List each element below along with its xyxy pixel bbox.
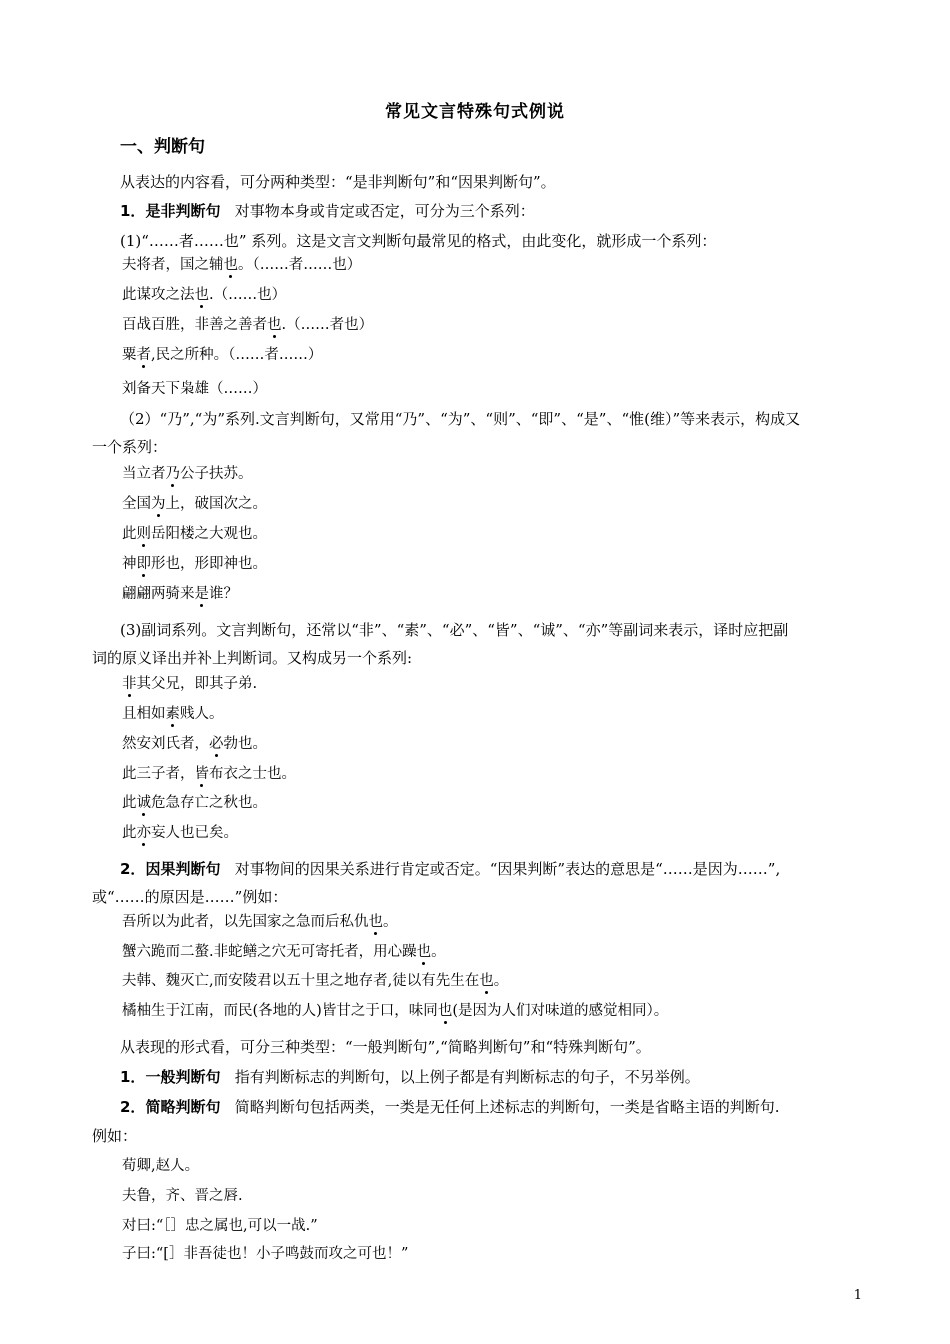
emphasis-char: 也 (267, 317, 282, 333)
paragraph-1 (120, 201, 535, 221)
example-line (122, 764, 296, 784)
example-text: (是因为人们对味道的感觉相同）。 (452, 1003, 669, 1019)
example-text: 夫韩、魏灭亡,而安陵君以五十里之地存者,徒以有先生在 (122, 973, 480, 989)
example-text: 谁？ (209, 586, 238, 602)
example-text: 。 (431, 944, 446, 960)
emphasis-char: 是 (194, 586, 209, 602)
emphasis-char: 亦 (136, 825, 151, 841)
example-text: 此 (122, 526, 137, 542)
example-text: 形也，形即神也。 (151, 556, 267, 572)
emphasis-char: 皆 (194, 766, 209, 782)
example-text: .（……者也） (281, 317, 374, 333)
para-heading: 一般判断句 (145, 1068, 221, 1086)
example-text: 此三子者， (122, 766, 195, 782)
emphasis-char: 必 (209, 736, 224, 752)
example-text: 夫将者，国之辅 (122, 257, 224, 273)
example-line (122, 704, 224, 724)
example-line (122, 255, 361, 275)
form-2 (120, 1097, 780, 1117)
example-line (122, 734, 267, 754)
example-line (122, 912, 398, 932)
example-line: 荀卿,赵人。 (122, 1158, 200, 1174)
example-line (122, 1001, 668, 1021)
example-line: 子曰:“[］非吾徒也！小子鸣鼓而攻之可也！” (122, 1246, 409, 1262)
series-1-heading: (1)“……者……也” 系列。这是文言文判断句最常见的格式，由此变化，就形成一个系列： (120, 232, 717, 250)
series-3-line-2: 词的原义译出并补上判断词。又构成另一个系列: (92, 649, 413, 667)
form-intro: 从表现的形式看，可分三种类型：“一般判断句”,“简略判断句”和“特殊判断句”。 (120, 1038, 651, 1056)
emphasis-char: 素 (165, 706, 180, 722)
example-text: 布衣之士也。 (209, 766, 296, 782)
example-line (122, 942, 446, 962)
para-num: 1． (120, 202, 146, 220)
example-text: 。 (493, 973, 509, 989)
paragraph-2 (120, 859, 780, 879)
series-3-line-1: (3)副词系列。文言判断句，还常以“非”、“素”、“必”、“皆”、“诚”、“亦”等副词来表示，译时应把副 (120, 621, 789, 639)
example-text: 勃也。 (223, 736, 267, 752)
example-line (122, 315, 373, 335)
example-text: 。（……者……也） (238, 257, 362, 273)
emphasis-char: 非 (122, 676, 137, 692)
emphasis-char: 也 (479, 973, 494, 989)
para-num: 1． (120, 1068, 146, 1086)
example-text: 百战百胜，非善之善者 (122, 317, 267, 333)
example-line (122, 285, 286, 305)
example-line (122, 823, 238, 843)
example-text: 然安刘氏者， (122, 736, 209, 752)
para-num: 2． (120, 860, 146, 878)
form-2-line-2: 例如： (92, 1127, 138, 1145)
example-text: 妄人也已矣。 (151, 825, 238, 841)
emphasis-char: 则 (136, 526, 151, 542)
emphasis-char: 即 (136, 556, 151, 572)
para-text: 指有判断标志的判断句，以上例子都是有判断标志的句子，不另举例。 (234, 1068, 700, 1086)
document-title: 常见文言特殊句式例说 (385, 102, 565, 122)
emphasis-char: 也 (437, 1003, 453, 1019)
example-line (122, 674, 257, 694)
example-line (122, 554, 267, 574)
example-line (122, 494, 267, 514)
example-text: 全国 (122, 496, 151, 512)
example-line (122, 464, 253, 484)
emphasis-char: 乃 (165, 466, 180, 482)
example-line (122, 345, 322, 365)
example-text: 当立者 (122, 466, 166, 482)
para-heading: 简略判断句 (145, 1098, 221, 1116)
para-text: 对事物间的因果关系进行肯定或否定。“因果判断”表达的意思是“……是因为……”, (234, 860, 781, 878)
emphasis-char: 也 (416, 944, 432, 960)
example-text: 危急存亡之秋也。 (151, 795, 267, 811)
example-line (122, 379, 267, 399)
paragraph-2-line-2: 或“……的原因是……”例如： (92, 888, 288, 906)
emphasis-char: 也 (223, 257, 238, 273)
example-text: 橘柚生于江南，而民(各地的人)皆甘之于口，味同 (122, 1003, 438, 1019)
example-line (122, 524, 267, 544)
example-text: 此 (122, 795, 137, 811)
example-text: 贱人。 (180, 706, 224, 722)
example-text: 神 (122, 556, 137, 572)
example-text: 上，破国次之。 (165, 496, 267, 512)
series-2-line-1: （2）“乃”,“为”系列.文言判断句，又常用“乃”、“为”、“则”、“即”、“是”、“惟(维）”等来表示，构成又 (120, 410, 801, 428)
example-text: 翩翩两骑来 (122, 586, 195, 602)
para-heading: 因果判断句 (145, 860, 221, 878)
example-text: ,民之所种。（……者……） (151, 347, 323, 363)
emphasis-char: 为 (151, 496, 166, 512)
emphasis-char: 也 (194, 287, 209, 303)
para-text: 简略判断句包括两类，一类是无任何上述标志的判断句，一类是省略主语的判断句. (234, 1098, 780, 1116)
example-line (122, 584, 238, 604)
example-text: 蟹六跪而二螯.非蛇鳝之穴无可寄托者，用心躁 (122, 944, 417, 960)
form-1 (120, 1067, 700, 1087)
section-heading: 一、判断句 (120, 137, 205, 157)
example-text: 此 (122, 825, 137, 841)
example-line (122, 971, 508, 991)
example-line (122, 793, 267, 813)
intro-text: 从表达的内容看，可分两种类型：“是非判断句”和“因果判断句”。 (120, 173, 556, 191)
example-line: 对曰:“［］忠之属也,可以一战.” (122, 1218, 318, 1234)
example-text: 粟 (122, 347, 137, 363)
example-text: 吾所以为此者，以先国家之急而后私仇 (122, 914, 369, 930)
example-text: .（……也） (209, 287, 287, 303)
series-2-line-2: 一个系列： (92, 438, 168, 456)
emphasis-char: 者 (136, 347, 151, 363)
emphasis-char: 也 (368, 914, 383, 930)
para-num: 2． (120, 1098, 146, 1116)
example-line: 夫鲁，齐、晋之唇. (122, 1188, 243, 1204)
para-text: 对事物本身或肯定或否定，可分为三个系列： (234, 202, 535, 220)
example-text: 且相如 (122, 706, 166, 722)
example-text: 此谋攻之法 (122, 287, 195, 303)
emphasis-char: 诚 (136, 795, 151, 811)
example-text: 刘备天下枭雄（……） (122, 381, 267, 397)
example-text: 岳阳楼之大观也。 (151, 526, 267, 542)
page-number: 1 (853, 1288, 862, 1303)
example-text: 。 (383, 914, 398, 930)
para-heading: 是非判断句 (145, 202, 221, 220)
example-text: 公子扶苏。 (180, 466, 253, 482)
example-text: 其父兄，即其子弟. (136, 676, 258, 692)
